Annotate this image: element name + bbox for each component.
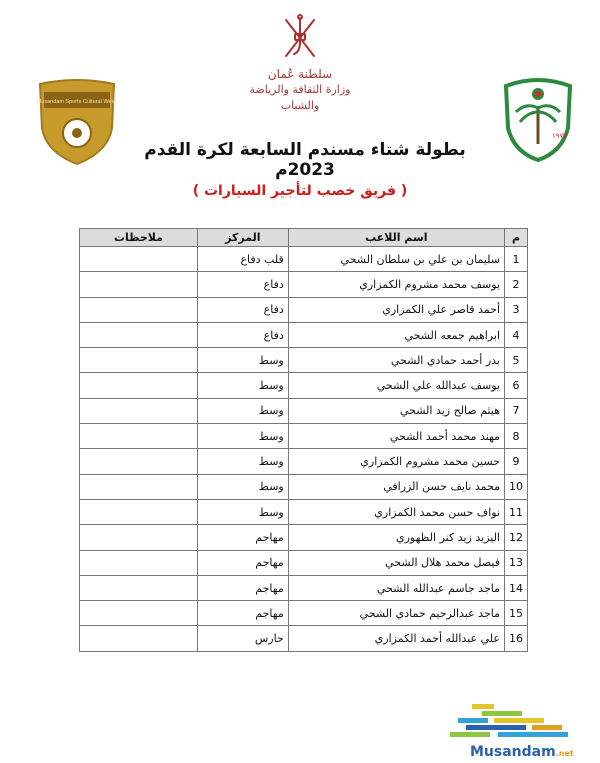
ministry-name bbox=[230, 66, 370, 114]
table-row bbox=[80, 322, 528, 347]
site-name: Musandam bbox=[470, 744, 556, 760]
player-name: نواف حسن محمد الكمزاري bbox=[288, 499, 504, 524]
table-row bbox=[80, 247, 528, 272]
table-row bbox=[80, 272, 528, 297]
player-name: ماجد جاسم عبدالله الشحي bbox=[288, 575, 504, 600]
player-name: بدر أحمد حمادي الشحي bbox=[288, 348, 504, 373]
player-notes bbox=[80, 626, 198, 651]
row-number: 1 bbox=[505, 247, 528, 272]
player-position: وسط bbox=[197, 398, 288, 423]
player-position: وسط bbox=[197, 348, 288, 373]
ministry-title: وزارة الثقافة والرياضة والشباب bbox=[249, 83, 351, 112]
player-name: مهند محمد أحمد الشحي bbox=[288, 424, 504, 449]
player-position: دفاع bbox=[197, 322, 288, 347]
player-notes bbox=[80, 499, 198, 524]
player-name: هيثم صالح زيد الشحي bbox=[288, 398, 504, 423]
player-name: يوسف محمد مشروم الكمزاري bbox=[288, 272, 504, 297]
table-row bbox=[80, 575, 528, 600]
row-number: 3 bbox=[505, 297, 528, 322]
player-notes bbox=[80, 373, 198, 398]
table-row bbox=[80, 550, 528, 575]
table-row bbox=[80, 525, 528, 550]
table-row bbox=[80, 601, 528, 626]
player-name: اليزيد زيد كنر الظهوري bbox=[288, 525, 504, 550]
row-number: 10 bbox=[505, 474, 528, 499]
roster-table bbox=[79, 228, 528, 652]
player-position: وسط bbox=[197, 474, 288, 499]
player-name: يوسف عبدالله علي الشحي bbox=[288, 373, 504, 398]
row-number: 6 bbox=[505, 373, 528, 398]
site-watermark bbox=[470, 744, 574, 760]
player-position: وسط bbox=[197, 424, 288, 449]
row-number: 2 bbox=[505, 272, 528, 297]
row-number: 16 bbox=[505, 626, 528, 651]
table-row bbox=[80, 398, 528, 423]
player-notes bbox=[80, 272, 198, 297]
row-number: 8 bbox=[505, 424, 528, 449]
khasab-club-logo bbox=[500, 72, 576, 162]
player-name: فيصل محمد هلال الشحي bbox=[288, 550, 504, 575]
right-logo-year: ١٩٧٢ bbox=[552, 133, 568, 140]
row-number: 12 bbox=[505, 525, 528, 550]
col-header-notes: ملاحظات bbox=[80, 229, 198, 247]
player-notes bbox=[80, 348, 198, 373]
col-header-number: م bbox=[505, 229, 528, 247]
player-notes bbox=[80, 297, 198, 322]
ministry-country: سلطنة عُمان bbox=[267, 67, 333, 81]
player-position: دفاع bbox=[197, 297, 288, 322]
row-number: 7 bbox=[505, 398, 528, 423]
page-title: بطولة شتاء مسندم السابعة لكرة القدم 2023م bbox=[144, 140, 466, 180]
player-name: محمد نايف حسن الزرافي bbox=[288, 474, 504, 499]
player-name: سليمان بن علي بن سلطان الشحي bbox=[288, 247, 504, 272]
player-notes bbox=[80, 474, 198, 499]
row-number: 9 bbox=[505, 449, 528, 474]
row-number: 13 bbox=[505, 550, 528, 575]
player-position: مهاجم bbox=[197, 550, 288, 575]
row-number: 4 bbox=[505, 322, 528, 347]
player-name: حسين محمد مشروم الكمزاري bbox=[288, 449, 504, 474]
player-notes bbox=[80, 550, 198, 575]
player-position: مهاجم bbox=[197, 525, 288, 550]
player-name: ابراهيم جمعه الشحي bbox=[288, 322, 504, 347]
player-notes bbox=[80, 322, 198, 347]
table-row bbox=[80, 626, 528, 651]
table-row bbox=[80, 449, 528, 474]
table-row bbox=[80, 424, 528, 449]
row-number: 5 bbox=[505, 348, 528, 373]
player-notes bbox=[80, 525, 198, 550]
player-position: وسط bbox=[197, 373, 288, 398]
player-notes bbox=[80, 247, 198, 272]
player-position: وسط bbox=[197, 499, 288, 524]
col-header-name: اسم اللاعب bbox=[288, 229, 504, 247]
player-position: مهاجم bbox=[197, 601, 288, 626]
site-tld: .net bbox=[555, 749, 574, 758]
player-notes bbox=[80, 601, 198, 626]
player-notes bbox=[80, 398, 198, 423]
player-position: مهاجم bbox=[197, 575, 288, 600]
table-row bbox=[80, 499, 528, 524]
team-name: ( فريق خصب لتأجير السيارات ) bbox=[192, 183, 408, 199]
player-position: دفاع bbox=[197, 272, 288, 297]
left-logo-text: Musandam Sports Cultural Week bbox=[36, 99, 118, 105]
player-name: ماجد عبدالرحيم حمادي الشحي bbox=[288, 601, 504, 626]
player-name: علي عبدالله أحمد الكمزاري bbox=[288, 626, 504, 651]
table-row bbox=[80, 297, 528, 322]
player-notes bbox=[80, 449, 198, 474]
musandam-sports-week-logo bbox=[36, 78, 118, 166]
player-notes bbox=[80, 575, 198, 600]
col-header-position: المركز bbox=[197, 229, 288, 247]
row-number: 11 bbox=[505, 499, 528, 524]
player-position: حارس bbox=[197, 626, 288, 651]
table-row bbox=[80, 348, 528, 373]
player-notes bbox=[80, 424, 198, 449]
table-row bbox=[80, 373, 528, 398]
player-position: وسط bbox=[197, 449, 288, 474]
oman-emblem-icon bbox=[280, 12, 320, 62]
row-number: 15 bbox=[505, 601, 528, 626]
player-position: قلب دفاع bbox=[197, 247, 288, 272]
table-header-row bbox=[80, 229, 528, 247]
table-row bbox=[80, 474, 528, 499]
row-number: 14 bbox=[505, 575, 528, 600]
player-name: أحمد قاصر علي الكمزاري bbox=[288, 297, 504, 322]
